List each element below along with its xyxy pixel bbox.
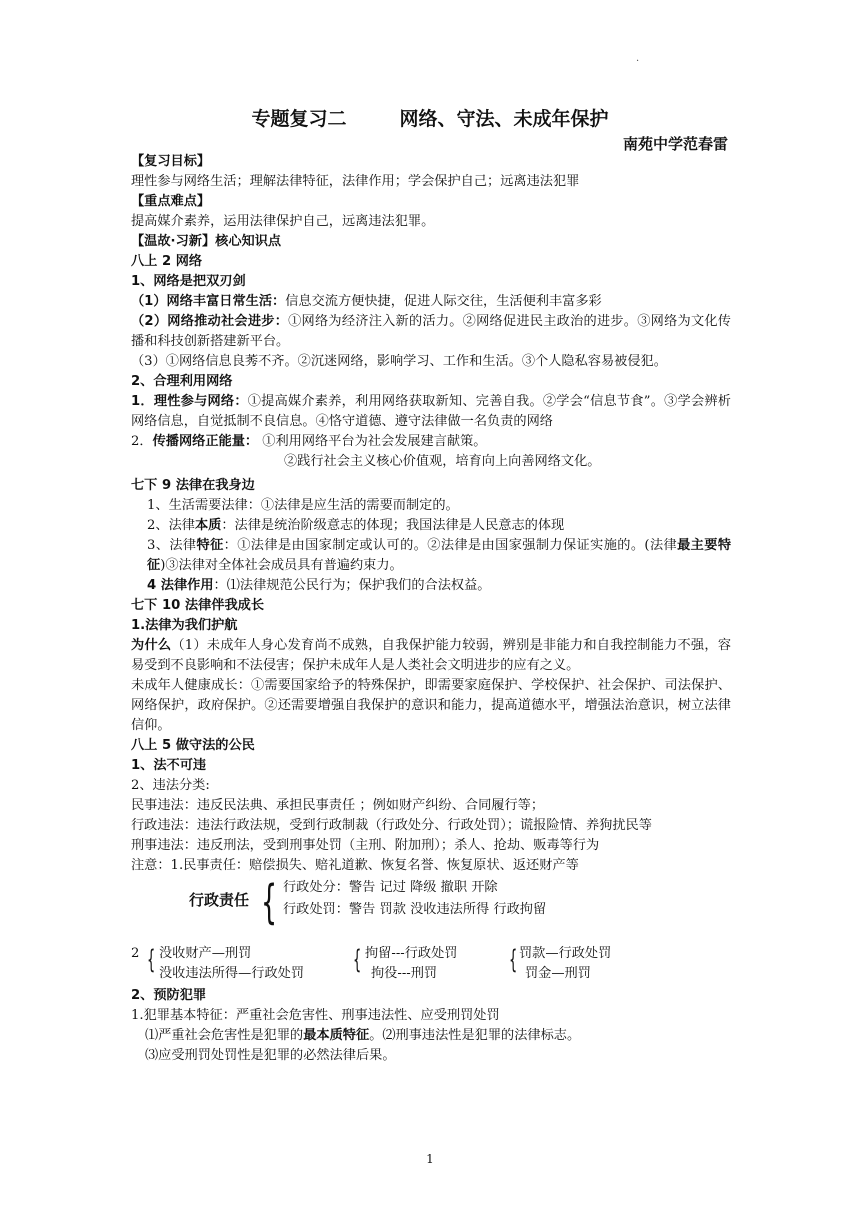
unit1-section2-title: 2、合理利用网络 <box>131 374 233 389</box>
l3-d: 最主要特征 <box>147 538 732 573</box>
penalty-number: 2 <box>131 946 140 961</box>
unit4-section2-line: 2、违法分类: <box>131 778 210 793</box>
point2-label: （2）网络推动社会进步： <box>131 314 289 329</box>
review-heading: 【温故·习新】核心知识点 <box>131 234 282 249</box>
unit4-section3-title: 2、预防犯罪 <box>131 988 207 1003</box>
unit2-line2 <box>131 516 731 536</box>
penalty-b2: 拘役---刑罚 <box>371 966 438 981</box>
unit1-q1 <box>131 392 731 432</box>
q1-label: 1．理性参与网络： <box>131 394 248 409</box>
note-line: 注意：1.民事责任：赔偿损失、赔礼道歉、恢复名誉、恢复原状、返还财产等 <box>131 858 579 873</box>
l2-b: 本质 <box>194 518 222 533</box>
l3-a: 3、法律 <box>147 538 197 553</box>
penalty-comparison <box>131 942 731 986</box>
point1-text: 信息交流方便快捷，促进人际交往，生活便利丰富多彩 <box>285 294 602 309</box>
key-heading: 【重点难点】 <box>131 194 211 209</box>
unit3-section1-title: 1.法律为我们护航 <box>131 618 238 633</box>
author: 南苑中学范春雷 <box>622 135 728 153</box>
l3-b: 特征 <box>196 538 224 553</box>
unit1-q2 <box>131 432 731 452</box>
page-title: 专题复习二 网络、守法、未成年保护 <box>251 108 609 130</box>
crime-feature-1: 1.犯罪基本特征：严重社会危害性、刑事违法性、应受刑罚处罚 <box>131 1008 500 1023</box>
left-brace-icon: { <box>147 945 156 975</box>
l4-b: ：⑴法律规范公民行为；保护我们的合法权益。 <box>213 578 491 593</box>
q2-prefix: 2． <box>131 434 153 449</box>
civil-violation: 民事违法：违反民法典、承担民事责任 ；例如财产纠纷、合同履行等； <box>131 798 545 813</box>
unit1-point1 <box>131 292 731 312</box>
goals-heading: 【复习目标】 <box>131 154 211 169</box>
unit1-title: 八上 2 网络 <box>131 254 203 269</box>
admin-violation: 行政违法：违法行政法规，受到行政制裁（行政处分、行政处罚）；谎报险情、养狗扰民等 <box>131 818 652 833</box>
admin-penalty-row: 行政处罚：警告 罚款 没收违法所得 行政拘留 <box>283 902 547 917</box>
unit1-point2 <box>131 312 731 352</box>
crime2-a: ⑴严重社会危害性是犯罪的 <box>145 1028 304 1043</box>
unit3-health: 未成年人健康成长：①需要国家给予的特殊保护，即需要家庭保护、学校保护、社会保护、司法保护、网络保护，政府保护。②还需要增强自我保护的意识和能力，提高道德水平，增强法治意识，树立法律信仰。 <box>131 678 731 733</box>
left-brace-icon: { <box>353 945 362 975</box>
unit3-why <box>131 636 731 676</box>
q2-text: ①利用网络平台为社会发展建言献策。 <box>258 434 487 449</box>
crime-feature-2 <box>131 1026 731 1046</box>
unit2-line4 <box>131 576 731 596</box>
left-brace-icon: { <box>261 875 278 929</box>
admin-responsibility-label: 行政责任 <box>189 891 250 909</box>
q2-label: 传播网络正能量： <box>152 434 259 449</box>
penalty-b1: 拘留---行政处罚 <box>365 946 458 961</box>
left-brace-icon: { <box>509 945 518 975</box>
document-body <box>131 152 731 1066</box>
unit1-section1-title: 1、网络是把双刃剑 <box>131 274 246 289</box>
unit4-section1-title: 1、法不可违 <box>131 758 207 773</box>
unit2-line1: 1、生活需要法律：①法律是应生活的需要而制定的。 <box>147 498 459 513</box>
penalty-a1: 没收财产—刑罚 <box>159 946 252 961</box>
crime2-b: 最本质特征 <box>303 1028 370 1043</box>
q1-text: ①提高媒介素养，利用网络获取新知、完善自我。②学会“信息节食”。③学会辨析网络信息，自觉抵制不良信息。④恪守道德、遵守法律做一名负责的网络 <box>131 394 731 429</box>
l3-c: ：①法律是由国家制定或认可的。②法律是由国家强制力保证实施的。(法律 <box>223 538 678 553</box>
crime2-c: 。⑵刑事违法性是犯罪的法律标志。 <box>369 1028 581 1043</box>
unit1-point3: （3）①网络信息良莠不齐。②沉迷网络，影响学习、工作和生活。③个人隐私容易被侵犯。 <box>131 354 667 369</box>
admin-responsibility-block <box>131 876 731 932</box>
point2-text: ①网络为经济注入新的活力。②网络促进民主政治的进步。③网络为文化传播和科技创新搭建新平台。 <box>131 314 731 349</box>
page-number: 1 <box>426 1152 434 1166</box>
why-text: （1）未成年人身心发育尚不成熟，自我保护能力较弱，辨别是非能力和自我控制能力不强，容易受到不良影响和不法侵害；保护未成年人是人类社会文明进步的应有之义。 <box>131 638 732 673</box>
unit1-q2-cont: ②践行社会主义核心价值观，培育向上向善网络文化。 <box>284 454 601 469</box>
point1-label: （1）网络丰富日常生活： <box>131 294 286 309</box>
l2-c: ：法律是统治阶级意志的体现；我国法律是人民意志的体现 <box>221 518 565 533</box>
unit2-line3 <box>131 536 731 576</box>
goals-text: 理性参与网络生活；理解法律特征，法律作用；学会保护自己；远离违法犯罪 <box>131 174 580 189</box>
penalty-c1: 罚款—行政处罚 <box>519 946 612 961</box>
criminal-violation: 刑事违法：违反刑法，受到刑事处罚（主刑、附加刑）；杀人、抢劫、贩毒等行为 <box>131 838 600 853</box>
l2-a: 2、法律 <box>147 518 195 533</box>
key-text: 提高媒介素养，运用法律保护自己，远离违法犯罪。 <box>131 214 435 229</box>
admin-sanction-row: 行政处分：警告 记过 降级 撤职 开除 <box>283 880 498 895</box>
penalty-c2: 罚金—刑罚 <box>525 966 591 981</box>
unit2-title: 七下 9 法律在我身边 <box>131 478 255 493</box>
corner-mark: · <box>636 56 640 67</box>
why-label: 为什么 <box>131 638 172 653</box>
unit3-title: 七下 10 法律伴我成长 <box>131 598 265 613</box>
l3-e: )③法律对全体社会成员具有普遍约束力。 <box>160 558 403 573</box>
unit4-title: 八上 5 做守法的公民 <box>131 738 255 753</box>
penalty-a2: 没收违法所得—行政处罚 <box>159 966 305 981</box>
crime-feature-3: ⑶应受刑罚处罚性是犯罪的必然法律后果。 <box>145 1048 396 1063</box>
l4-a: 4 法律作用 <box>147 578 214 593</box>
